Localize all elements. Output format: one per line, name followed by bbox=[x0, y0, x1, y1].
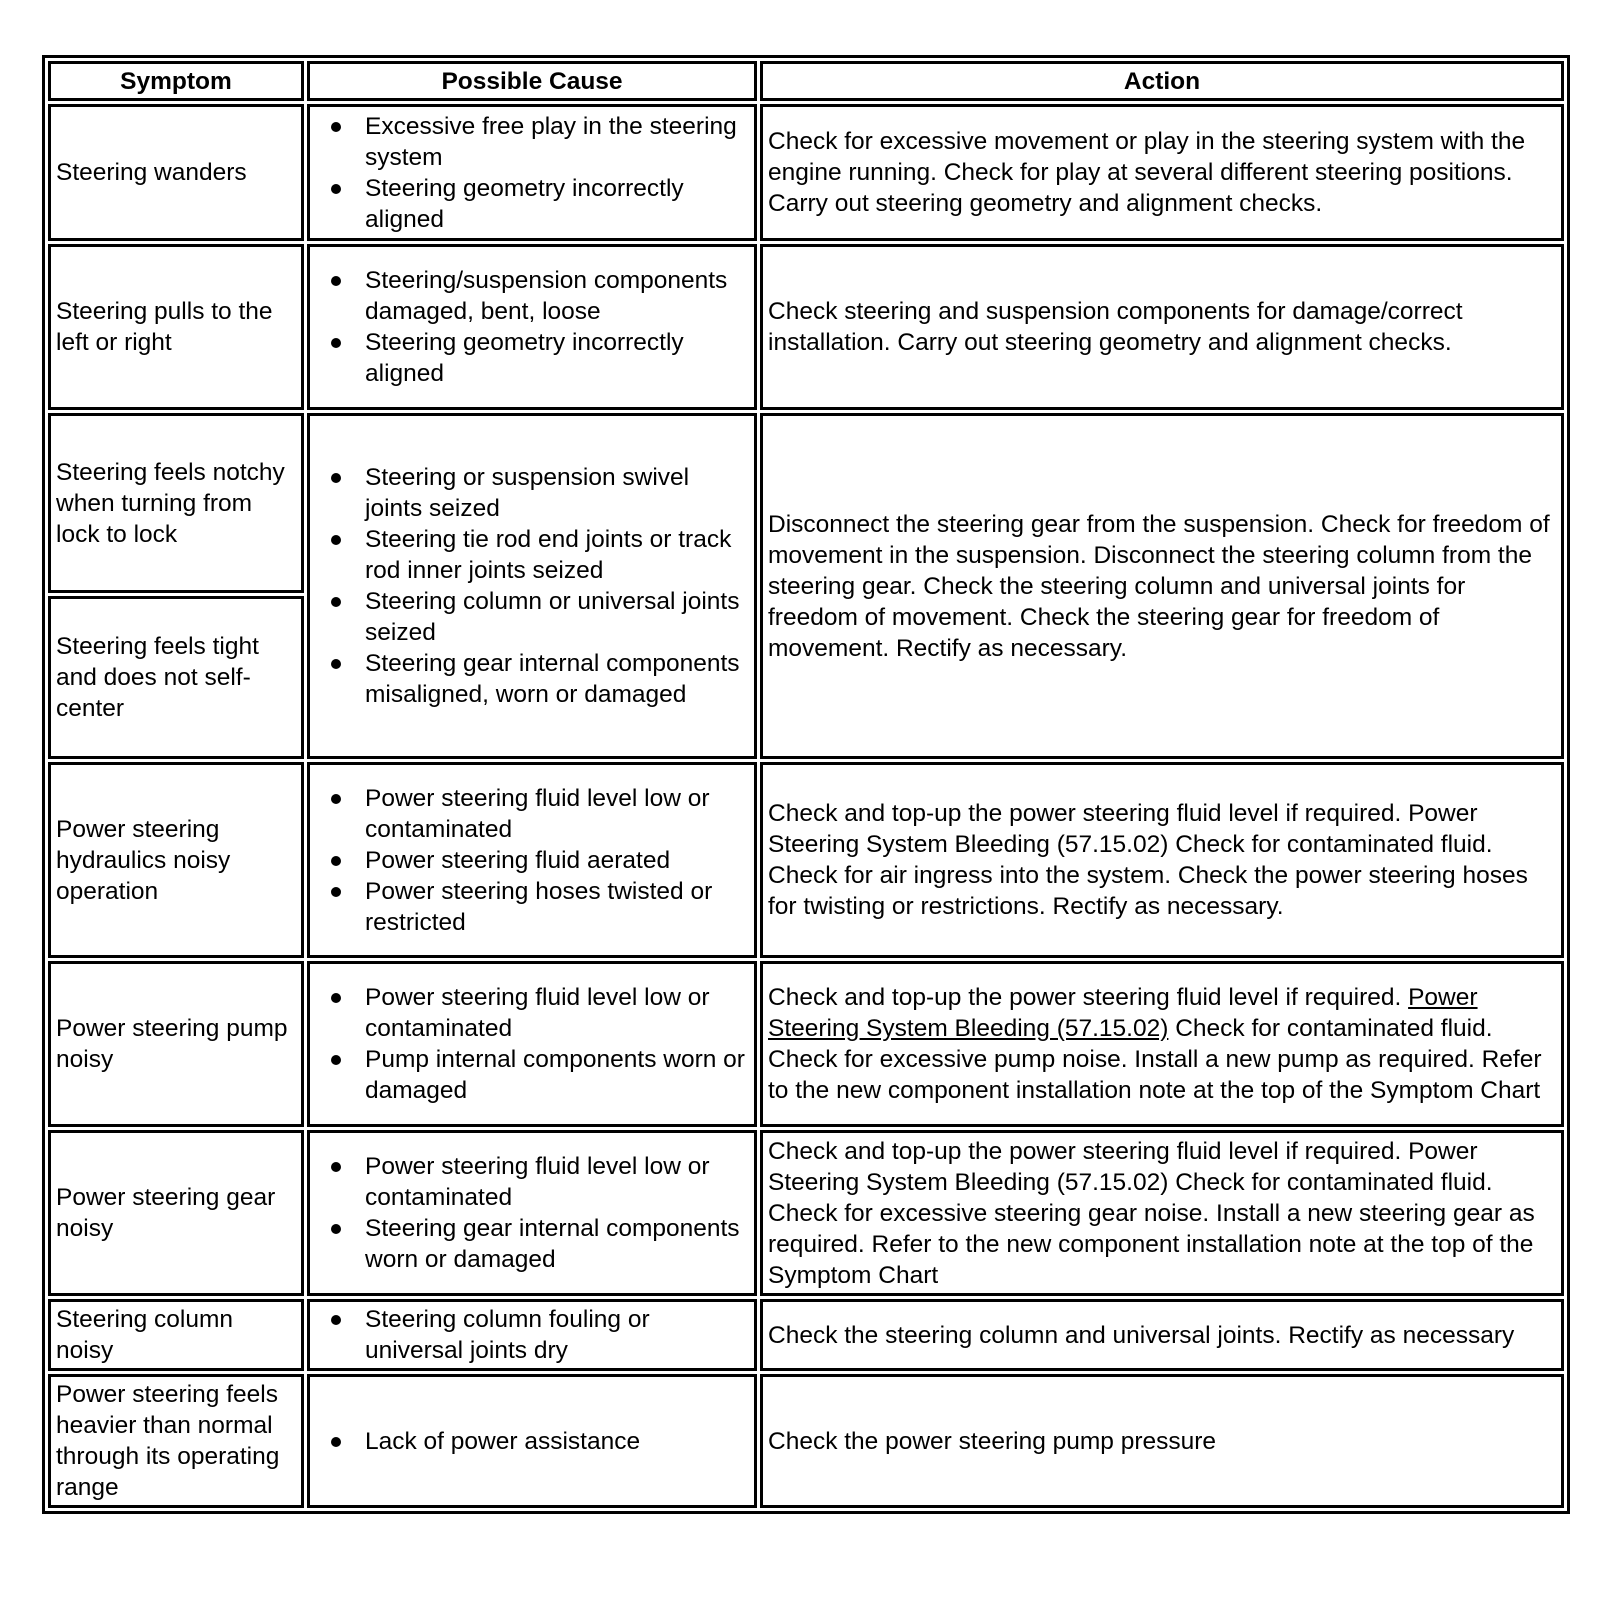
symptom-table bbox=[45, 58, 1567, 1511]
action-cell bbox=[760, 961, 1564, 1127]
header-action: Action bbox=[760, 61, 1564, 101]
symptom-cell: Steering wanders bbox=[48, 104, 304, 241]
cause-item: Steering column fouling or universal joints dry bbox=[365, 1304, 749, 1366]
action-cell: Check for excessive movement or play in the steering system with the engine running. Check for play at several different steering positions. Carry out steering geometry and alignment checks. bbox=[760, 104, 1564, 241]
cause-item: Steering gear internal components misaligned, worn or damaged bbox=[365, 648, 749, 710]
cause-item: Steering geometry incorrectly aligned bbox=[365, 173, 749, 235]
symptom-cell: Power steering feels heavier than normal through its operating range bbox=[48, 1374, 304, 1508]
cause-cell bbox=[307, 961, 757, 1127]
symptom-cell: Power steering gear noisy bbox=[48, 1130, 304, 1296]
cause-item: Excessive free play in the steering system bbox=[365, 111, 749, 173]
action-cell: Check the power steering pump pressure bbox=[760, 1374, 1564, 1508]
cause-cell bbox=[307, 762, 757, 958]
cause-item: Pump internal components worn or damaged bbox=[365, 1044, 749, 1106]
table-row bbox=[48, 104, 1564, 241]
cause-item: Steering tie rod end joints or track rod inner joints seized bbox=[365, 524, 749, 586]
table-row bbox=[48, 961, 1564, 1127]
cause-item: Power steering fluid level low or contaminated bbox=[365, 783, 749, 845]
cause-cell bbox=[307, 244, 757, 410]
cause-item: Lack of power assistance bbox=[365, 1426, 749, 1457]
symptom-cell: Steering feels tight and does not self-center bbox=[48, 596, 304, 759]
table-row bbox=[48, 1299, 1564, 1371]
symptom-cell: Steering pulls to the left or right bbox=[48, 244, 304, 410]
cause-item: Steering or suspension swivel joints seized bbox=[365, 462, 749, 524]
cause-list bbox=[315, 982, 749, 1106]
cause-item: Steering geometry incorrectly aligned bbox=[365, 327, 749, 389]
table-row bbox=[48, 244, 1564, 410]
table-row bbox=[48, 1130, 1564, 1296]
header-symptom: Symptom bbox=[48, 61, 304, 101]
cause-cell bbox=[307, 1374, 757, 1508]
symptom-cell: Power steering hydraulics noisy operation bbox=[48, 762, 304, 958]
symptom-cell: Steering column noisy bbox=[48, 1299, 304, 1371]
cause-cell bbox=[307, 1130, 757, 1296]
cause-item: Steering/suspension components damaged, bent, loose bbox=[365, 265, 749, 327]
action-text: Check for contaminated fluid. Check for excessive pump noise. Install a new pump as required. Refer to the new component installation note at the top of the Symptom Chart bbox=[768, 1015, 1542, 1104]
action-cell: Check and top-up the power steering fluid level if required. Power Steering System Bleeding (57.15.02) Check for contaminated fluid. Check for air ingress into the system. Check the power steering hoses for twisting or restrictions. Rectify as necessary. bbox=[760, 762, 1564, 958]
bleeding-procedure-link[interactable]: Power Steering System Bleeding (57.15.02) bbox=[768, 984, 1478, 1042]
cause-cell bbox=[307, 104, 757, 241]
header-row bbox=[48, 61, 1564, 101]
table-row bbox=[48, 762, 1564, 958]
symptom-cell: Steering feels notchy when turning from lock to lock bbox=[48, 413, 304, 593]
action-cell: Check the steering column and universal joints. Rectify as necessary bbox=[760, 1299, 1564, 1371]
action-cell: Check steering and suspension components for damage/correct installation. Carry out steering geometry and alignment checks. bbox=[760, 244, 1564, 410]
cause-list bbox=[315, 1304, 749, 1366]
cause-list bbox=[315, 265, 749, 389]
symptom-chart bbox=[42, 55, 1570, 1514]
cause-cell bbox=[307, 1299, 757, 1371]
cause-list bbox=[315, 1426, 749, 1457]
cause-item: Power steering hoses twisted or restricted bbox=[365, 876, 749, 938]
action-cell: Disconnect the steering gear from the suspension. Check for freedom of movement in the suspension. Disconnect the steering column from the steering gear. Check the steering column and universal joints for freedom of movement. Check the steering gear for freedom of movement. Rectify as necessary. bbox=[760, 413, 1564, 759]
cause-list bbox=[315, 111, 749, 235]
cause-cell bbox=[307, 413, 757, 759]
cause-item: Power steering fluid aerated bbox=[365, 845, 749, 876]
action-cell: Check and top-up the power steering fluid level if required. Power Steering System Bleeding (57.15.02) Check for contaminated fluid. Check for excessive steering gear noise. Install a new steering gear as required. Refer to the new component installation note at the top of the Symptom Chart bbox=[760, 1130, 1564, 1296]
table-row bbox=[48, 1374, 1564, 1508]
action-text: Check and top-up the power steering fluid level if required. bbox=[768, 984, 1402, 1011]
cause-list bbox=[315, 462, 749, 710]
cause-item: Steering gear internal components worn or damaged bbox=[365, 1213, 749, 1275]
cause-item: Power steering fluid level low or contaminated bbox=[365, 1151, 749, 1213]
cause-item: Power steering fluid level low or contaminated bbox=[365, 982, 749, 1044]
cause-list bbox=[315, 1151, 749, 1275]
table-row bbox=[48, 413, 1564, 593]
header-possible-cause: Possible Cause bbox=[307, 61, 757, 101]
cause-item: Steering column or universal joints seized bbox=[365, 586, 749, 648]
symptom-cell: Power steering pump noisy bbox=[48, 961, 304, 1127]
cause-list bbox=[315, 783, 749, 938]
